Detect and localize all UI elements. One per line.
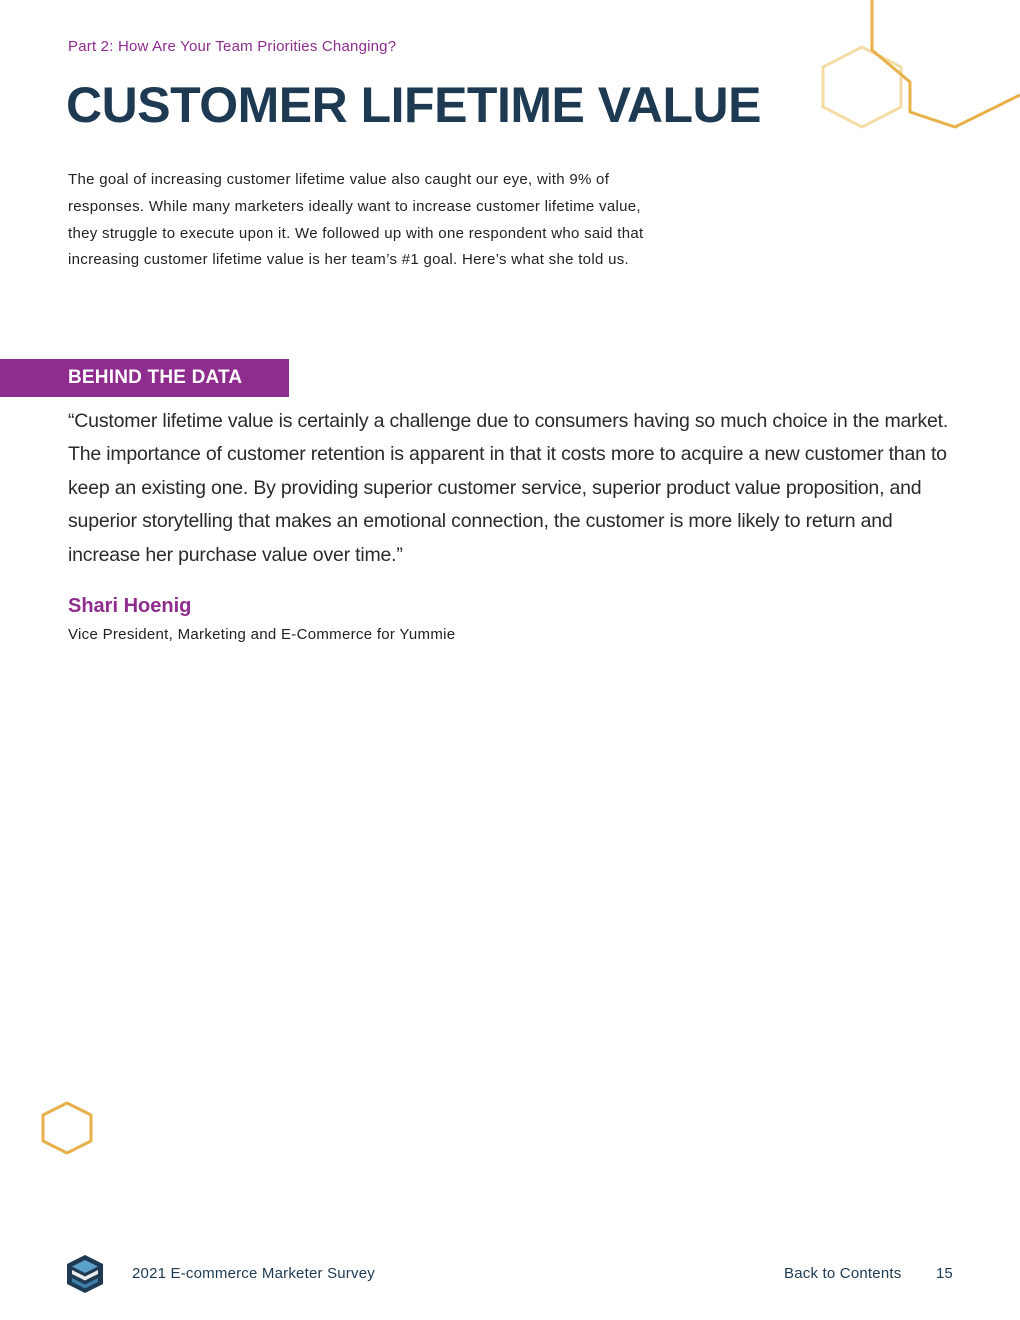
section-kicker: Part 2: How Are Your Team Priorities Changing? (68, 38, 397, 55)
author-role: Vice President, Marketing and E-Commerce for Yummie (68, 626, 456, 643)
testimonial-quote: “Customer lifetime value is certainly a challenge due to consumers having so much choice in the market. The importance of customer retention is apparent in that it costs more to acquire a new customer than to keep an existing one. By providing superior customer service, superior product value proposition, and superior storytelling that makes an emotional connection, the customer is more likely to return and increase her purchase value over time.” (68, 410, 949, 566)
author-name: Shari Hoenig (68, 595, 192, 617)
intro-paragraph: The goal of increasing customer lifetime value also caught our eye, with 9% of responses. While many marketers ideally want to increase customer lifetime value, they struggle to execute upon it. We followed up with one respondent who said that increasing customer lifetime value is her team’s #1 goal. Here’s what she told us. (68, 171, 644, 269)
behind-the-data-tag (0, 359, 289, 397)
hexagon-decoration-icon (800, 0, 1020, 150)
footer-title: 2021 E-commerce Marketer Survey (132, 1265, 375, 1282)
hexagon-outline-icon (36, 1098, 98, 1160)
hexagon-logo-icon (66, 1254, 104, 1294)
page-number: 15 (936, 1265, 953, 1282)
behind-the-data-label: BEHIND THE DATA (68, 367, 243, 388)
page-title: CUSTOMER LIFETIME VALUE (66, 77, 761, 133)
back-to-contents-link[interactable]: Back to Contents (784, 1265, 902, 1282)
